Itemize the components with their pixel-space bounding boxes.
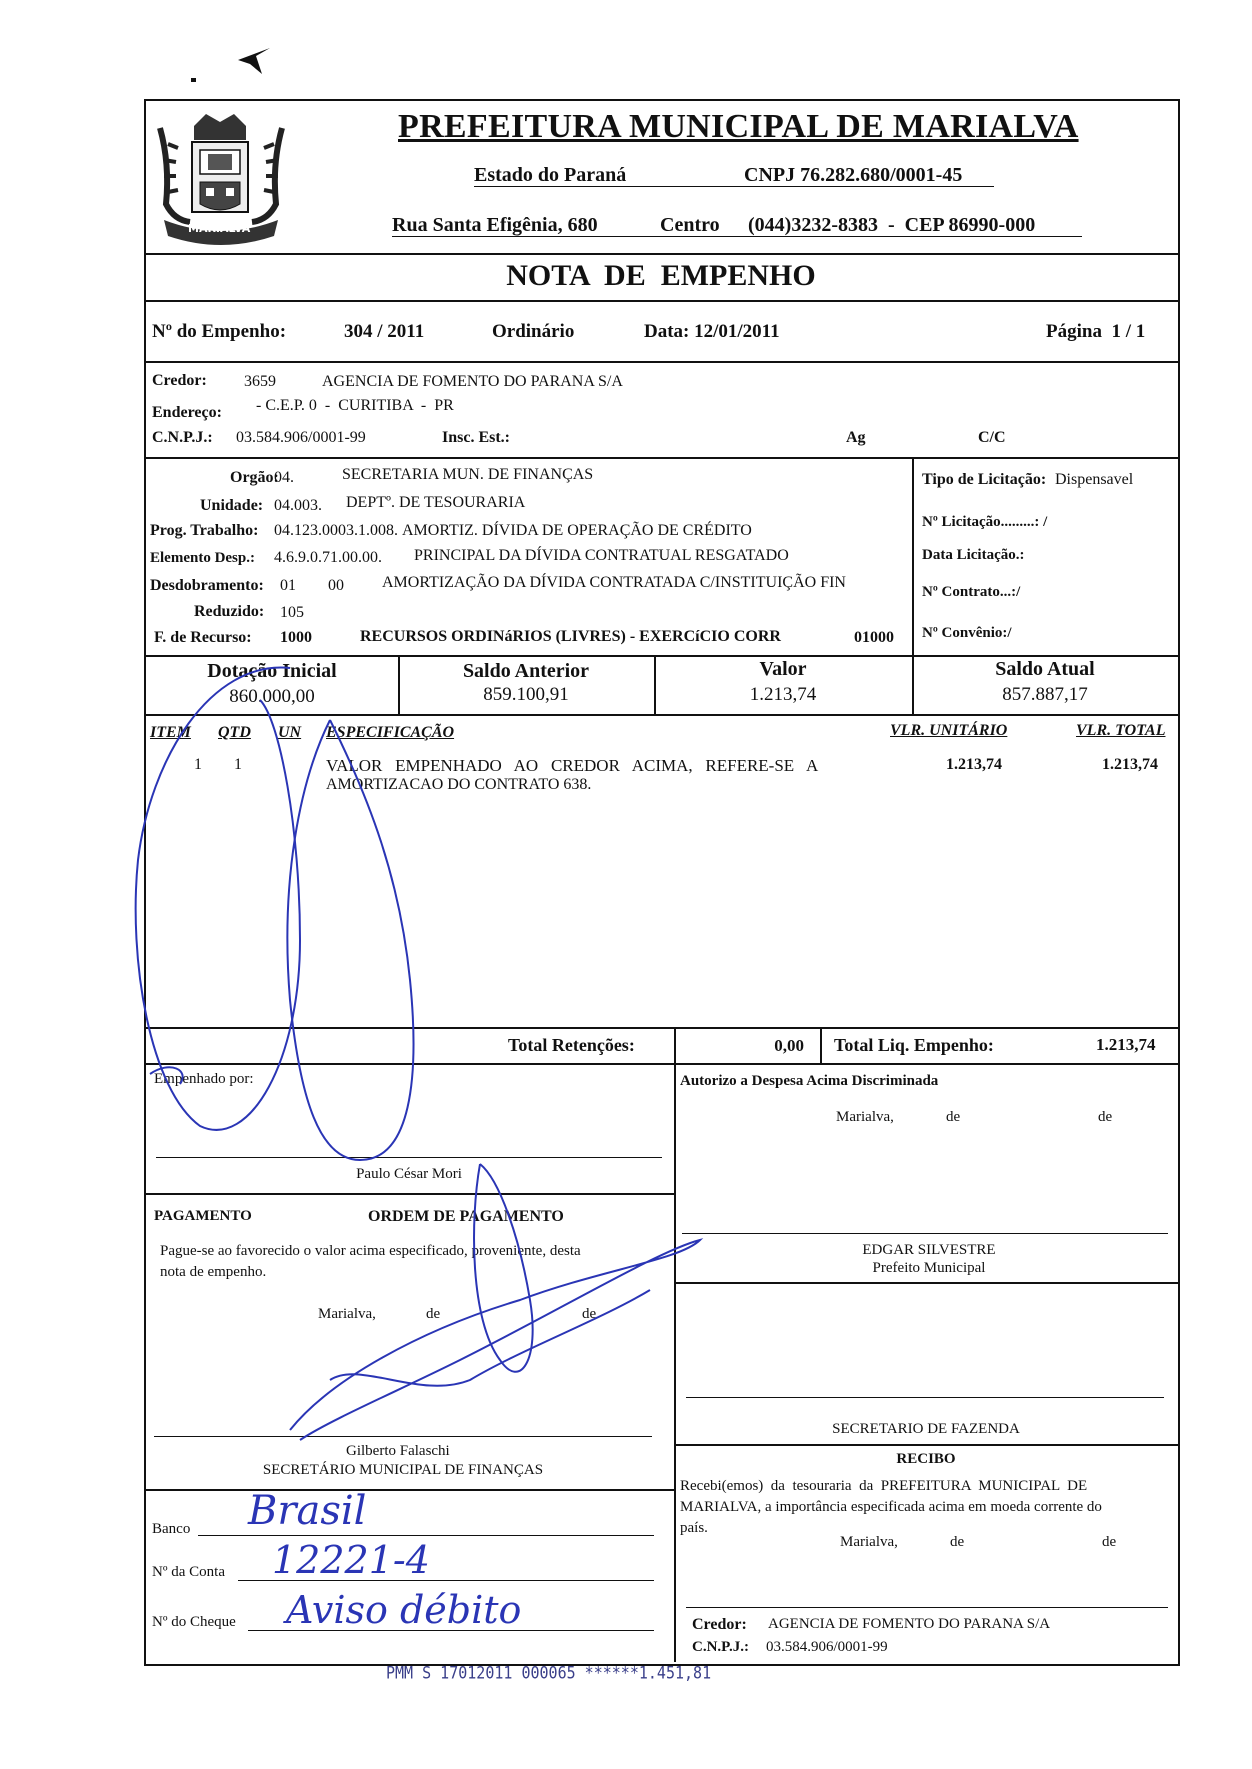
state-name: Estado do Paraná	[474, 164, 627, 186]
licitacao-date: Data Licitação.:	[922, 547, 1025, 563]
autorizo-de1: de	[946, 1109, 961, 1125]
licitacao-type-label: Tipo de Licitação:	[922, 471, 1047, 488]
balance-dotacao-label: Dotação Inicial	[207, 660, 337, 682]
rule	[674, 1063, 676, 1662]
rule	[144, 1063, 1178, 1065]
recibo-cnpj: 03.584.906/0001-99	[766, 1639, 888, 1655]
desdob-code2: 00	[328, 577, 344, 594]
cheque-label: Nº do Cheque	[152, 1614, 236, 1630]
item-qtd: 1	[234, 756, 242, 773]
rule	[912, 457, 914, 655]
elemento-name: PRINCIPAL DA DÍVIDA CONTRATUAL RESGATADO	[414, 547, 789, 564]
pagamento-city: Marialva,	[318, 1306, 376, 1322]
rule	[144, 300, 1178, 302]
desdob-name: AMORTIZAÇÃO DA DÍVIDA CONTRATADA C/INSTITUIÇÃO FIN	[382, 574, 846, 591]
reduzido-value: 105	[280, 604, 304, 621]
municipality-cnpj: CNPJ 76.282.680/0001-45	[744, 164, 963, 186]
address-underline	[392, 236, 1082, 237]
item-number: 1	[194, 756, 202, 773]
conta-value[interactable]: 12221-4	[272, 1538, 430, 1582]
pagamento-label: PAGAMENTO	[154, 1208, 252, 1224]
rule	[144, 1193, 676, 1195]
conta-label: Nº da Conta	[152, 1564, 225, 1580]
credor-code: 3659	[244, 373, 276, 390]
empenho-type: Ordinário	[492, 321, 575, 342]
autorizo-label: Autorizo a Despesa Acima Discriminada	[680, 1073, 939, 1089]
orgao-name: SECRETARIA MUN. DE FINANÇAS	[342, 466, 594, 483]
elemento-code: 4.6.9.0.71.00.00.	[274, 549, 382, 566]
fazenda-label: SECRETARIO DE FAZENDA	[832, 1421, 1020, 1437]
balance-valor-label: Valor	[759, 658, 807, 680]
credor-name: AGENCIA DE FOMENTO DO PARANA S/A	[322, 373, 623, 390]
address-label: Endereço:	[152, 404, 222, 421]
ag-label: Ag	[846, 429, 866, 446]
item-unit-value: 1.213,74	[946, 756, 1002, 773]
address-district: Centro	[660, 214, 720, 236]
address-phone-cep: (044)3232-8383 - CEP 86990-000	[748, 214, 1036, 236]
fazenda-sign-line	[686, 1397, 1164, 1398]
recibo-credor-label: Credor:	[692, 1616, 747, 1633]
unidade-code: 04.003.	[274, 497, 322, 514]
item-spec-line1: VALOR EMPENHADO AO CREDOR ACIMA, REFERE-SE A	[326, 756, 819, 775]
ordem-pagamento-label: ORDEM DE PAGAMENTO	[368, 1208, 564, 1225]
balance-atual-label: Saldo Atual	[995, 658, 1095, 680]
rule	[674, 1282, 1178, 1284]
pagamento-signer-role: SECRETÁRIO MUNICIPAL DE FINANÇAS	[262, 1462, 544, 1478]
recibo-cnpj-label: C.N.P.J.:	[692, 1639, 749, 1655]
desdob-code1: 01	[280, 577, 296, 594]
recibo-credor-name: AGENCIA DE FOMENTO DO PARANA S/A	[768, 1616, 1051, 1632]
credor-cnpj: 03.584.906/0001-99	[236, 429, 366, 446]
col-unit-value: VLR. UNITÁRIO	[890, 722, 1008, 739]
recibo-de1: de	[950, 1534, 965, 1550]
prog-label: Prog. Trabalho:	[150, 522, 259, 539]
reduzido-label: Reduzido:	[194, 603, 265, 620]
autorizo-de2: de	[1098, 1109, 1113, 1125]
recibo-line2: MARIALVA, a importância especificada acima em moeda corrente do	[680, 1499, 1102, 1515]
liquido-label: Total Liq. Empenho:	[834, 1035, 994, 1055]
rule	[144, 457, 1178, 459]
pagamento-text-line2: nota de empenho.	[160, 1264, 267, 1280]
licitacao-number: Nº Licitação.........: /	[922, 514, 1048, 530]
desdob-label: Desdobramento:	[150, 577, 264, 594]
elemento-label: Elemento Desp.:	[150, 550, 255, 566]
address-street: Rua Santa Efigênia, 680	[392, 214, 598, 236]
scan-mark-icon	[186, 44, 286, 94]
recurso-name: RECURSOS ORDINáRIOS (LIVRES) - EXERCíCIO CORR	[360, 628, 781, 645]
contrato-number: Nº Contrato...:/	[922, 584, 1021, 600]
empenhado-label: Empenhado por:	[154, 1071, 254, 1087]
crest-logo	[150, 104, 292, 254]
prog-code: 04.123.0003.1.008.	[274, 522, 398, 539]
licitacao-type-value: Dispensavel	[1055, 471, 1134, 488]
autorizo-sign-line	[682, 1233, 1168, 1234]
convenio-number: Nº Convênio:/	[922, 625, 1012, 641]
rule	[674, 1027, 676, 1063]
pagamento-text-line1: Pague-se ao favorecido o valor acima especificado, proveniente, desta	[160, 1243, 581, 1259]
rule	[144, 361, 1178, 363]
rule	[674, 1444, 1178, 1446]
pagamento-de1: de	[426, 1306, 441, 1322]
col-item: ITEM	[150, 724, 191, 741]
retencoes-value: 0,00	[774, 1036, 804, 1055]
pagamento-sign-line	[154, 1436, 652, 1437]
cheque-value[interactable]: Aviso débito	[286, 1588, 522, 1632]
table-row	[144, 752, 1178, 812]
empenho-label: Nº do Empenho:	[152, 321, 287, 342]
cnpj-label: C.N.P.J.:	[152, 429, 213, 446]
autorizo-city: Marialva,	[836, 1109, 894, 1125]
col-spec: ESPECIFICAÇÃO	[326, 724, 455, 741]
pagamento-signer: Gilberto Falaschi	[346, 1443, 450, 1459]
item-spec-line2: AMORTIZACAO DO CONTRATO 638.	[326, 776, 592, 793]
balance-anterior-label: Saldo Anterior	[462, 660, 590, 682]
empenho-date: Data: 12/01/2011	[644, 321, 780, 342]
municipality-title: PREFEITURA MUNICIPAL DE MARIALVA	[398, 108, 1079, 145]
credor-label: Credor:	[152, 372, 207, 389]
liquido-value: 1.213,74	[1096, 1035, 1156, 1054]
rule	[144, 1489, 676, 1491]
balance-dotacao-value: 860.000,00	[229, 686, 315, 707]
balance-anterior-value: 859.100,91	[483, 684, 569, 705]
rule	[144, 655, 1178, 657]
item-total-value: 1.213,74	[1102, 756, 1158, 773]
empenhado-sign-line	[156, 1157, 662, 1158]
rule	[820, 1027, 822, 1063]
page-number: Página 1 / 1	[1046, 321, 1146, 342]
rule	[144, 714, 1178, 716]
insc-label: Insc. Est.:	[442, 429, 511, 446]
rule	[144, 1027, 1178, 1029]
recurso-code: 1000	[280, 629, 312, 646]
document-title: NOTA DE EMPENHO	[506, 259, 816, 292]
unidade-label: Unidade:	[200, 497, 264, 514]
banco-line	[198, 1535, 654, 1536]
orgao-label: Orgão:	[230, 469, 279, 486]
col-total-value: VLR. TOTAL	[1076, 722, 1166, 739]
recurso-label: F. de Recurso:	[154, 629, 252, 646]
recibo-line3: país.	[680, 1520, 708, 1536]
recibo-title: RECIBO	[896, 1451, 956, 1467]
col-un: UN	[278, 724, 302, 741]
banco-value[interactable]: Brasil	[248, 1488, 367, 1534]
cc-label: C/C	[978, 429, 1006, 446]
col-qtd: QTD	[218, 724, 251, 741]
recibo-de2: de	[1102, 1534, 1117, 1550]
unidade-name: DEPTº. DE TESOURARIA	[346, 494, 526, 511]
recibo-line1: Recebi(emos) da tesouraria da PREFEITURA MUNICIPAL DE	[680, 1478, 1088, 1494]
prog-name: AMORTIZ. DÍVIDA DE OPERAÇÃO DE CRÉDITO	[402, 522, 752, 539]
credor-address: - C.E.P. 0 - CURITIBA - PR	[256, 397, 454, 414]
autorizo-signer-role: Prefeito Municipal	[872, 1260, 986, 1276]
recibo-city: Marialva,	[840, 1534, 898, 1550]
orgao-code: 04.	[274, 469, 294, 486]
empenhado-name: Paulo César Mori	[356, 1166, 462, 1182]
retencoes-label: Total Retenções:	[508, 1035, 635, 1055]
mechanical-stamp: PMM S 17012011 000065 ******1.451,81	[386, 1663, 712, 1683]
pagamento-de2: de	[582, 1306, 597, 1322]
rule	[144, 253, 1178, 255]
autorizo-signer: EDGAR SILVESTRE	[862, 1242, 996, 1258]
recurso-code2: 01000	[854, 629, 894, 646]
crest-banner-text: MARIALVA	[188, 222, 251, 235]
empenho-number: 304 / 2011	[344, 321, 425, 342]
balance-valor-value: 1.213,74	[749, 684, 817, 705]
banco-label: Banco	[152, 1521, 191, 1537]
balance-atual-value: 857.887,17	[1002, 684, 1088, 705]
recibo-sign-line	[686, 1607, 1168, 1608]
